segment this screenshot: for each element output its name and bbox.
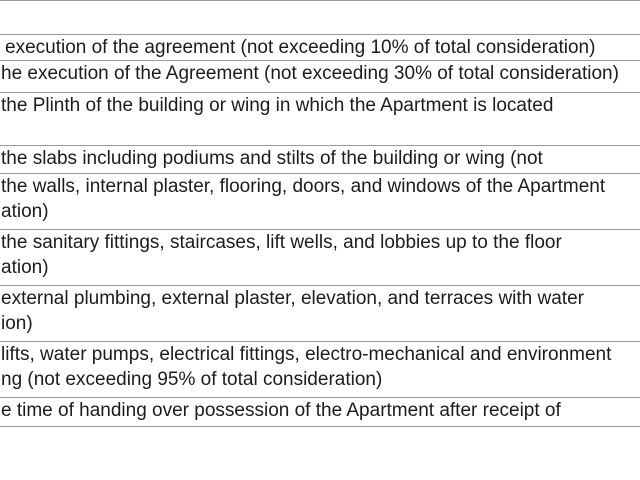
row-text-line: he execution of the Agreement (not exceeding 30% of total consideration) [1, 63, 619, 84]
row-text-line [1, 118, 640, 143]
table-cell [0, 398, 640, 427]
table-row [0, 93, 640, 146]
table-row [0, 146, 640, 174]
row-text-line: the Plinth of the building or wing in which the Apartment is located [1, 95, 554, 116]
table-row [0, 230, 640, 286]
table-cell [0, 230, 640, 286]
table-row [0, 174, 640, 230]
table-cell [0, 174, 640, 230]
row-text-line: the walls, internal plaster, flooring, doors, and windows of the Apartment [1, 176, 606, 197]
row-text-line: ation) [1, 201, 49, 222]
row-text-line: external plumbing, external plaster, elevation, and terraces with water [1, 288, 584, 309]
table-row [0, 1, 640, 35]
table-cell [0, 342, 640, 398]
table-row [0, 61, 640, 93]
row-text-line: ation) [1, 257, 49, 278]
row-text-line: lifts, water pumps, electrical fittings, electro-mechanical and environment [1, 344, 612, 365]
table-row [0, 35, 640, 61]
table-cell [0, 286, 640, 342]
table-cell [0, 93, 640, 146]
table-cell [0, 61, 640, 93]
table-row [0, 398, 640, 427]
table-cell [0, 146, 640, 174]
row-text-line: ion) [1, 313, 33, 334]
row-text-line: the sanitary fittings, staircases, lift wells, and lobbies up to the floor [1, 232, 562, 253]
row-text-line: the slabs including podiums and stilts of the building or wing (not [1, 148, 543, 169]
table-cell [0, 1, 640, 35]
row-text-line: execution of the agreement (not exceeding 10% of total consideration) [5, 37, 596, 58]
table-cell [0, 35, 640, 61]
row-text-line: ng (not exceeding 95% of total consideration) [1, 369, 383, 390]
row-text-line: e time of handing over possession of the Apartment after receipt of [1, 400, 561, 421]
table-row [0, 342, 640, 398]
table-row [0, 286, 640, 342]
